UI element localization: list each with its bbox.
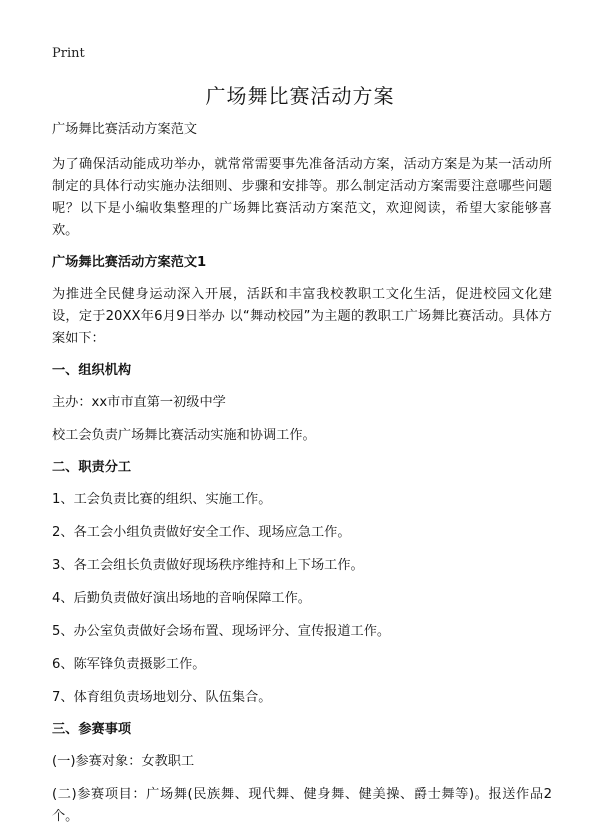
duty-item: 1、工会负责比赛的组织、实施工作。 xyxy=(52,492,272,507)
sample-heading: 广场舞比赛活动方案范文1 xyxy=(52,255,207,270)
duty-item: 5、办公室负责做好会场布置、现场评分、宣传报道工作。 xyxy=(52,624,391,639)
duty-item: 3、各工会组长负责做好现场秩序维持和上下场工作。 xyxy=(52,558,364,573)
page-title: 广场舞比赛活动方案 xyxy=(205,84,395,108)
purpose-paragraph: 为推进全民健身运动深入开展，活跃和丰富我校教职工文化生活，促进校园文化建设，定于20XX年6月9日举办 以“舞动校园”为主题的教职工广场舞比赛活动。具体方案如下： xyxy=(52,287,552,346)
section-heading-duties: 二、职责分工 xyxy=(52,460,132,475)
section-heading-organization: 一、组织机构 xyxy=(52,363,132,378)
participation-item: (二)参赛项目：广场舞(民族舞、现代舞、健身舞、健美操、爵士舞等)。报送作品2个。 xyxy=(52,787,552,824)
intro-label: 广场舞比赛活动方案范文 xyxy=(52,122,198,137)
duty-item: 7、体育组负责场地划分、队伍集合。 xyxy=(52,690,272,705)
organizer-line: 主办：xx市市直第一初级中学 xyxy=(52,395,226,410)
duty-item: 4、后勤负责做好演出场地的音响保障工作。 xyxy=(52,591,311,606)
print-label[interactable]: Print xyxy=(52,46,85,61)
section-heading-participation: 三、参赛事项 xyxy=(52,722,132,737)
lead-paragraph: 为了确保活动能成功举办，就常常需要事先准备活动方案，活动方案是为某一活动所制定的具体行动实施办法细则、步骤和安排等。那么制定活动方案需要注意哪些问题呢？以下是小编收集整理的广场舞比赛活动方案范文，欢迎阅读，希望大家能够喜欢。 xyxy=(52,157,552,238)
participation-item: (一)参赛对象：女教职工 xyxy=(52,754,195,769)
duty-item: 6、陈军锋负责摄影工作。 xyxy=(52,657,206,672)
document-body xyxy=(52,119,552,839)
organization-line: 校工会负责广场舞比赛活动实施和协调工作。 xyxy=(52,428,316,443)
duty-item: 2、各工会小组负责做好安全工作、现场应急工作。 xyxy=(52,525,351,540)
